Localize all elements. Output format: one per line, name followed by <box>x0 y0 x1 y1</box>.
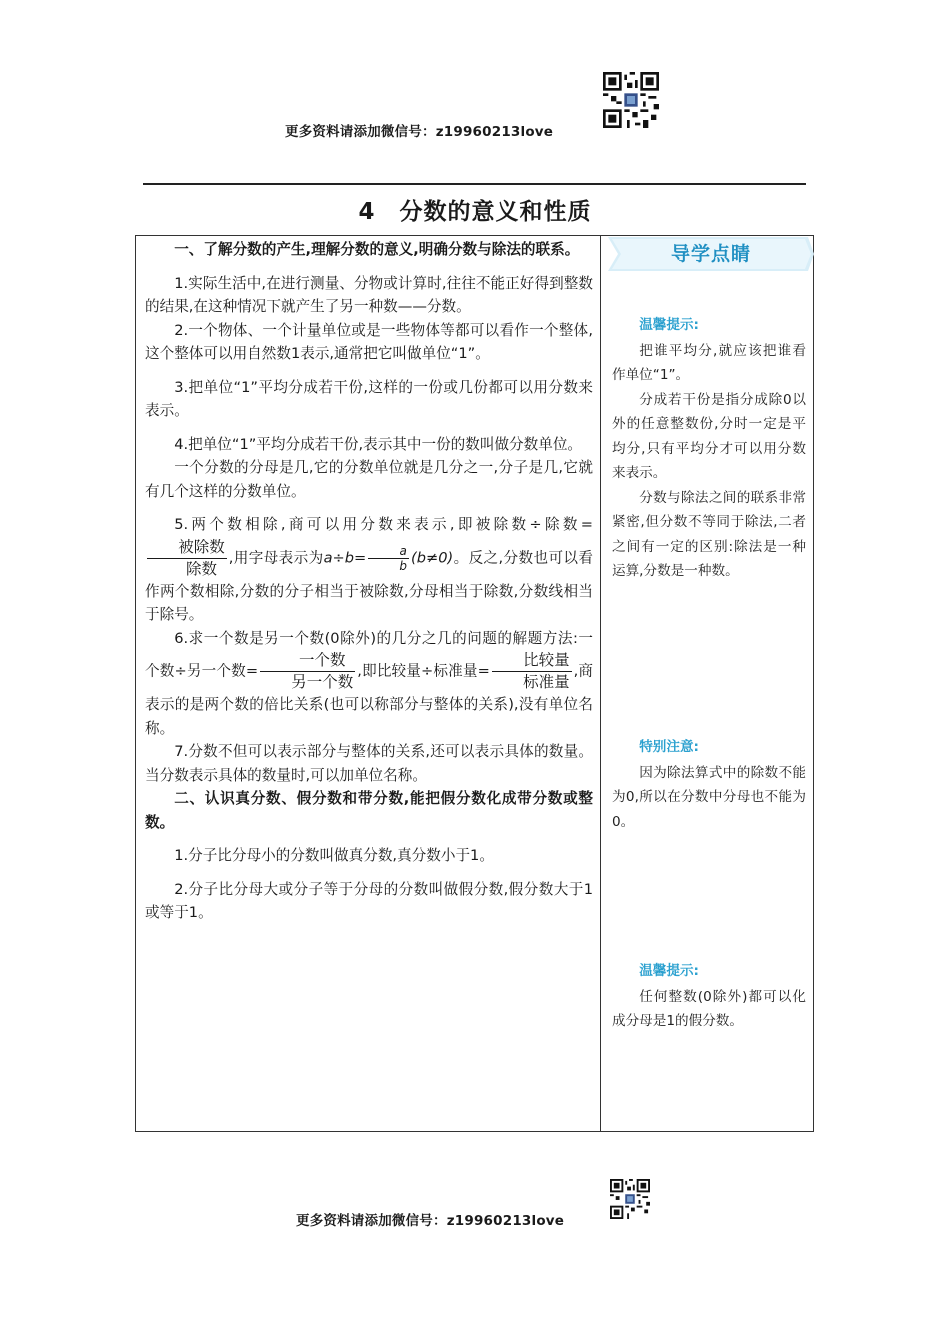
main-column <box>145 238 593 925</box>
paragraph: 4.把单位“1”平均分成若干份,表示其中一份的数叫做分数单位。 <box>174 435 583 453</box>
text-run: 。反之,分数也可以看作两个数相除,分数的分子相当于被除数,分母相当于除数,分数线相当于除号。 <box>145 549 593 623</box>
fraction-numerator: a <box>368 544 409 559</box>
fraction <box>260 650 355 693</box>
fraction-numerator: 被除数 <box>147 537 227 559</box>
qr-code-icon <box>610 1179 650 1219</box>
tip-block-1 <box>612 313 806 584</box>
paragraph: 1.实际生活中,在进行测量、分物或计算时,往往不能正好得到整数的结果,在这种情况下就产生了另一种数——分数。 <box>145 274 593 315</box>
fraction-numerator: 一个数 <box>260 650 355 672</box>
fraction <box>368 544 409 573</box>
text-run: ,即比较量÷标准量= <box>357 662 490 680</box>
formula: (b≠0) <box>411 549 454 566</box>
text-run: ,用字母表示为 <box>228 549 324 566</box>
tip-heading: 温馨提示: <box>639 963 699 979</box>
paragraph: 一个分数的分母是几,它的分数单位就是几分之一,分子是几,它就有几个这样的分数单位。 <box>145 459 593 500</box>
paragraph: 7.分数不但可以表示部分与整体的关系,还可以表示具体的数量。当分数表示具体的数量时,可以加单位名称。 <box>145 743 593 784</box>
tip-text: 分数与除法之间的联系非常紧密,但分数不等同于除法,二者之间有一定的区别:除法是一种运算,分数是一种数。 <box>612 489 806 579</box>
page-title: 4 分数的意义和性质 <box>358 199 592 225</box>
fraction-denominator: 标准量 <box>523 673 570 691</box>
section-heading-1: 一、了解分数的产生,理解分数的意义,明确分数与除法的联系。 <box>174 241 580 258</box>
promo-text: 更多资料请添加微信号：z19960213love <box>296 1213 565 1229</box>
section-heading-2: 二、认识真分数、假分数和带分数,能把假分数化成带分数或整数。 <box>145 790 593 831</box>
tip-block-2 <box>612 735 806 834</box>
fraction-denominator: 除数 <box>185 559 217 578</box>
fraction-denominator: 另一个数 <box>291 673 354 691</box>
text-run: ,商表示的是两个数的倍比关系(也可以称部分与整体的关系),没有单位名称。 <box>145 662 593 737</box>
fraction-numerator: 比较量 <box>492 650 572 672</box>
column-divider <box>600 235 601 1132</box>
tip-block-3 <box>612 959 806 1034</box>
fraction-denominator: b <box>399 558 408 573</box>
sidebar-banner-title: 导学点睛 <box>670 243 751 265</box>
fraction <box>147 537 227 580</box>
tip-text: 任何整数(0除外)都可以化成分母是1的假分数。 <box>612 988 806 1029</box>
tip-text: 分成若干份是指分成除0以外的任意整数份,分时一定是平均分,只有平均分才可以用分数来表示。 <box>612 391 806 481</box>
tip-heading: 特别注意: <box>639 739 699 755</box>
tip-text: 因为除法算式中的除数不能为0,所以在分数中分母也不能为0。 <box>612 764 806 830</box>
title-rule <box>143 183 806 185</box>
tip-heading: 温馨提示: <box>639 317 699 333</box>
text-run: 6.求一个数是另一个数(0除外)的几分之几的问题的解题方法:一个数÷另一个数= <box>145 629 593 680</box>
paragraph: 1.分子比分母小的分数叫做真分数,真分数小于1。 <box>174 847 494 864</box>
paragraph-ratio <box>145 627 593 741</box>
paragraph: 3.把单位“1”平均分成若干份,这样的一份或几份都可以用分数来表示。 <box>145 378 593 419</box>
paragraph: 2.分子比分母大或分子等于分母的分数叫做假分数,假分数大于1或等于1。 <box>145 880 593 921</box>
formula: a÷b= <box>323 549 367 566</box>
text-run: 5.两个数相除,商可以用分数来表示,即被除数÷除数= <box>174 516 593 533</box>
paragraph-division-fraction <box>145 513 593 627</box>
qr-code-icon <box>603 72 659 128</box>
fraction <box>492 650 572 693</box>
paragraph: 2.一个物体、一个计量单位或是一些物体等都可以看作一个整体,这个整体可以用自然数1表示,通常把它叫做单位“1”。 <box>145 321 593 362</box>
tip-text: 把谁平均分,就应该把谁看作单位“1”。 <box>612 342 806 383</box>
promo-text: 更多资料请添加微信号：z19960213love <box>285 124 554 140</box>
